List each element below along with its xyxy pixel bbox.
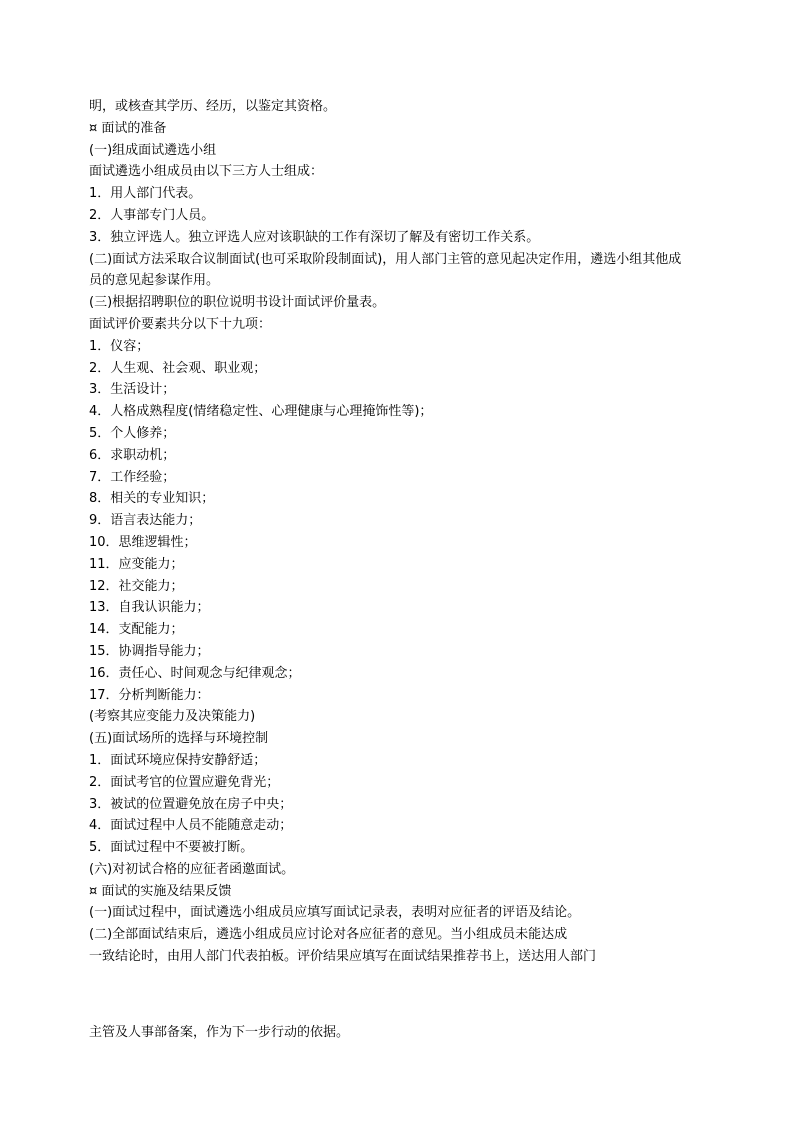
text-line: (五)面试场所的选择与环境控制 [89, 731, 269, 747]
text-line: 2．面试考官的位置应避免背光； [89, 774, 280, 790]
text-line: 明，或核查其学历、经历，以鉴定其资格。 [89, 99, 337, 114]
text-line: 主管及人事部备案，作为下一步行动的依据。 [89, 1025, 350, 1040]
text-line: 16．责任心、时间观念与纪律观念； [89, 665, 301, 681]
text-line: (一)面试过程中，面试遴选小组成员应填写面试记录表，表明对应征者的评语及结论。 [89, 905, 581, 921]
text-line: 1．用人部门代表。 [89, 186, 202, 202]
text-line: 15．协调指导能力； [89, 643, 210, 659]
text-line: 4．面试过程中人员不能随意走动； [89, 818, 293, 834]
text-line: 3．独立评选人。独立评选人应对该职缺的工作有深切了解及有密切工作关系。 [89, 229, 540, 245]
text-line: 3．生活设计； [89, 382, 176, 398]
text-line: 2．人生观、社会观、职业观； [89, 360, 267, 376]
text-line: 11．应变能力； [89, 556, 184, 572]
text-line: 员的意见起参谋作用。 [89, 273, 220, 289]
text-line: (六)对初试合格的应征者函邀面试。 [89, 861, 295, 877]
text-line: 2．人事部专门人员。 [89, 207, 215, 223]
text-line: (一)组成面试遴选小组 [89, 142, 217, 158]
text-line: 8．相关的专业知识； [89, 491, 215, 507]
text-line: 面试遴选小组成员由以下三方人士组成： [89, 164, 324, 180]
text-line: (三)根据招聘职位的职位说明书设计面试评价量表。 [89, 295, 386, 311]
text-line: ¤ 面试的实施及结果反馈 [89, 883, 232, 899]
text-line: 5．个人修养； [89, 425, 176, 441]
text-line: (考察其应变能力及决策能力) [89, 709, 256, 725]
text-line: 14．支配能力； [89, 622, 184, 638]
text-line: 1．面试环境应保持安静舒适； [89, 752, 267, 768]
text-line: 10．思维逻辑性； [89, 534, 197, 550]
text-line: 一致结论时，由用人部门代表拍板。评价结果应填写在面试结果推荐书上，送达用人部门 [89, 949, 597, 965]
text-line: 17．分析判断能力： [89, 687, 210, 703]
text-line: 1．仪容； [89, 338, 150, 354]
text-line: (二)全部面试结束后，遴选小组成员应讨论对各应征者的意见。当小组成员未能达成 [89, 927, 568, 943]
text-line: 5．面试过程中不要被打断。 [89, 840, 254, 856]
text-line: ¤ 面试的准备 [89, 120, 167, 136]
text-line: 3．被试的位置避免放在房子中央； [89, 796, 293, 812]
text-line: 12．社交能力； [89, 578, 184, 594]
text-line: 7．工作经验； [89, 469, 176, 485]
text-line: 9．语言表达能力； [89, 513, 202, 529]
text-line: 4．人格成熟程度(情绪稳定性、心理健康与心理掩饰性等)； [89, 404, 433, 420]
document-body-continued [89, 1022, 729, 1044]
text-line: (二)面试方法采取合议制面试(也可采取阶段制面试)，用人部门主管的意见起决定作用，遴选小组其他成 [89, 251, 682, 267]
text-line: 13．自我认识能力； [89, 600, 210, 616]
text-line: 面试评价要素共分以下十九项： [89, 316, 272, 332]
text-line: 6．求职动机； [89, 447, 176, 463]
document-body [89, 96, 729, 968]
